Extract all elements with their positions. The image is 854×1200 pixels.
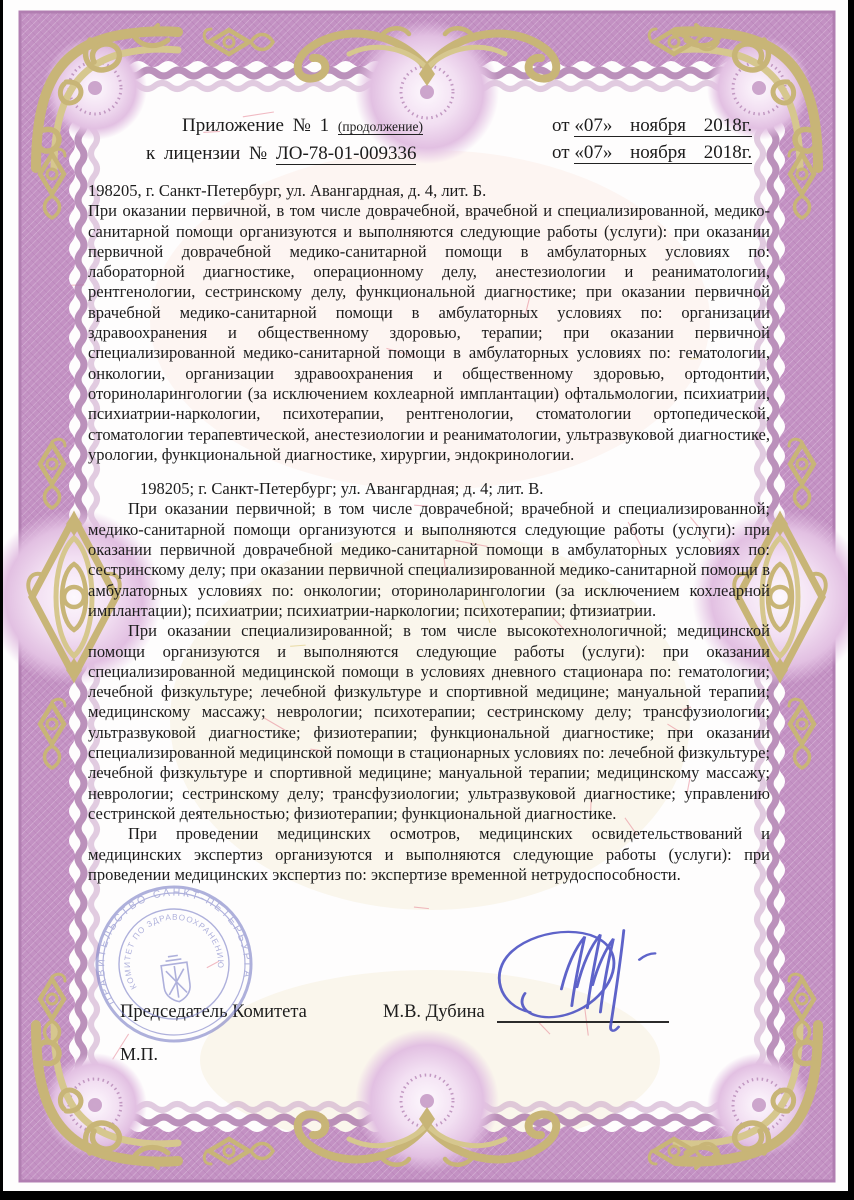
appendix-header	[146, 112, 423, 167]
works-paragraph-3: При оказании специализированной; в том числе высокотехнологичной; медицинской помощи организуются и выполняются следующие работы (услуги): при оказании специализированной медицинской помощи в условиях дневного стационара по: гематологии; лечебной физкультуре; лечебной физкультуре и спортивной медицине; мануальной терапии; медицинскому массажу; неврологии; психотерапии; сестринскому делу; трансфузиологии; ультразвуковой диагностике; физиотерапии; функциональной диагностике; при оказании специализированной медицинской помощи в стационарных условиях по: лечебной физкультуре; лечебной физкультуре и спортивной медицине; мануальной терапии; медицинскому массажу; неврологии; сестринскому делу; трансфузиологии; ультразвуковой диагностике; управлению сестринской деятельностью; физиотерапии; функциональной диагностике.	[88, 621, 770, 823]
date-header	[552, 112, 752, 166]
license-prefix: к лицензии №	[146, 143, 268, 164]
stamp-place-abbr: М.П.	[120, 1044, 159, 1064]
scan-edge-right	[848, 0, 854, 1200]
appendix-title: Приложение № 1	[182, 115, 330, 136]
signer-name: М.В. Дубина	[383, 1002, 485, 1022]
date-line-2	[552, 139, 752, 166]
appendix-note: (продолжение)	[337, 119, 423, 134]
address-line-lit-v: 198205; г. Санкт-Петербург; ул. Авангардная; д. 4; лит. В.	[140, 479, 544, 499]
license-number: ЛО-78-01-009336	[275, 143, 417, 164]
license-line	[146, 140, 423, 167]
signer-title: Председатель Комитета	[120, 1002, 307, 1022]
date-prefix-2: от	[552, 142, 570, 163]
works-paragraph-4: При проведении медицинских осмотров, медицинских освидетельствований и медицинских экспертиз организуются и выполняются следующие работы (услуги): при проведении медицинских экспертиз по: экспертизе временной нетрудоспособности.	[88, 824, 770, 884]
scan-edge-bottom	[0, 1191, 854, 1200]
seal-inner-text: КОМИТЕТ ПО ЗДРАВООХРАНЕНИЮ	[122, 912, 226, 991]
works-paragraph-1: При оказании первичной, в том числе доврачебной, врачебной и специализированной, медико-санитарной помощи организуются и выполняются следующие работы (услуги): при оказании первичной доврачебной медико-санитарной помощи в амбулаторных условиях по: лабораторной диагностике, операционному делу, анестезиологии и реаниматологии, рентгенологии, сестринскому делу, функциональной диагностике; при оказании первичной врачебной медико-санитарной помощи в амбулаторных условиях по: организации здравоохранения и общественному здоровью, терапии; при оказании первичной специализированной медико-санитарной помощи в амбулаторных условиях по: гематологии, онкологии, организации здравоохранения и общественному здоровью, ортодонтии, оториноларингологии (за исключением кохлеарной имплантации) офтальмологии, психиатрии, психиатрии-наркологии, психотерапии, рентгенологии, стоматологии ортопедической, стоматологии терапевтической, анестезиологии и реаниматологии, ультразвуковой диагностике, урологии, функциональной диагностике, хирургии, эндокринологии.	[88, 201, 770, 464]
works-paragraph-2: При оказании первичной; в том числе доврачебной; врачебной и специализированной; медико-санитарной помощи организуются и выполняются следующие работы (услуги): при оказании первичной доврачебной медико-санитарной помощи в амбулаторных условиях по: сестринскому делу; при оказании первичной специализированной медико-санитарной помощи в амбулаторных условиях по: онкологии; оториноларингологии (за исключением кохлеарной имплантации); психиатрии; психиатрии-наркологии; психотерапии; фтизиатрии.	[88, 499, 770, 620]
scan-edge-left	[0, 0, 3, 1200]
signature-line	[497, 1021, 669, 1023]
address-line-lit-b: 198205, г. Санкт-Петербург, ул. Авангардная, д. 4, лит. Б.	[88, 181, 487, 200]
license-body	[88, 181, 770, 885]
date-prefix-1: от	[552, 115, 570, 136]
seal-outer-text: ПРАВИТЕЛЬСТВО САНКТ-ПЕТЕРБУРГА	[95, 886, 254, 1008]
date-value-1: «07» ноября 2018г.	[574, 115, 753, 136]
appendix-title-line	[146, 112, 423, 140]
date-value-2: «07» ноября 2018г.	[574, 142, 753, 163]
date-line-1	[552, 112, 752, 139]
